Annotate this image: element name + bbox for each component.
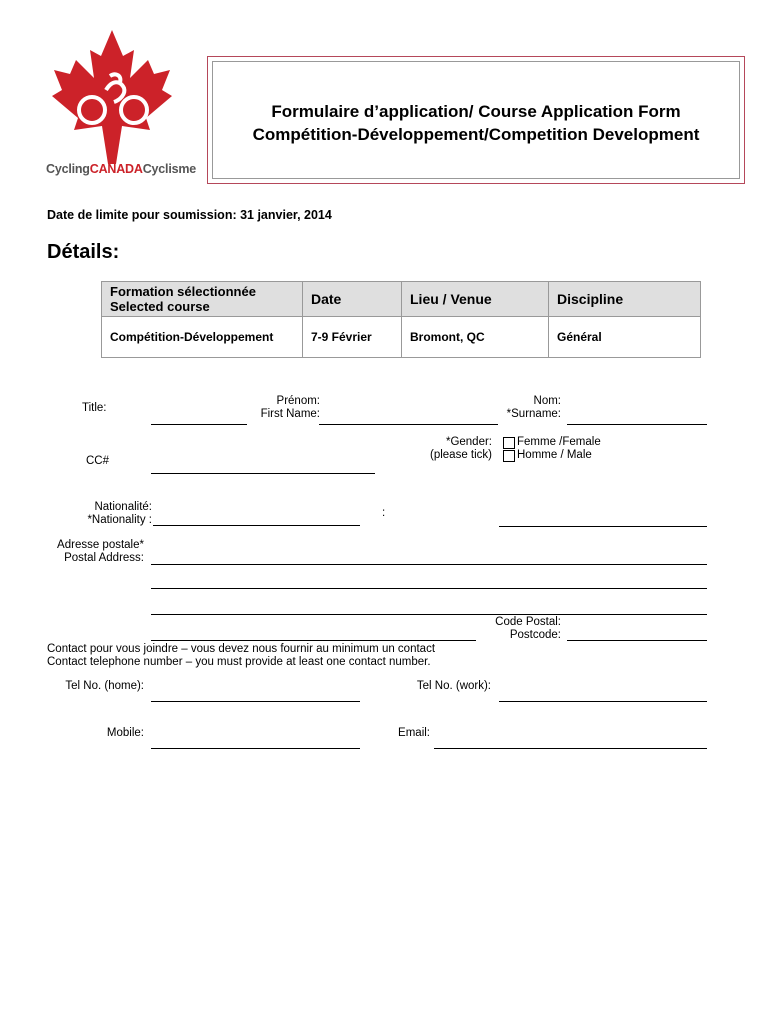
title-frame (207, 56, 745, 184)
form-title-line1: Formulaire d’application/ Course Application Form (271, 102, 681, 121)
cc-field[interactable] (151, 473, 375, 474)
postal-code-label-en: Postcode: (509, 629, 561, 641)
title-label: Title: (82, 402, 107, 414)
mobile-label: Mobile: (106, 727, 144, 739)
tel-work-label: Tel No. (work): (416, 680, 491, 692)
maple-leaf-icon (50, 28, 175, 166)
header-course-fr: Formation sélectionnée (110, 284, 256, 299)
cell-course: Compétition-Développement (102, 317, 303, 358)
postal-code-field[interactable] (567, 640, 707, 641)
cycling-canada-logo (50, 28, 175, 166)
nationality-field[interactable] (153, 525, 360, 526)
cell-venue: Bromont, QC (402, 317, 549, 358)
email-field[interactable] (434, 748, 707, 749)
contact-note-fr: Contact pour vous joindre – vous devez nous fournir au minimum un contact (47, 643, 436, 655)
form-title-line2: Compétition-Développement/Competition Development (252, 125, 700, 144)
header-discipline: Discipline (549, 282, 701, 317)
header-selected-course (102, 282, 303, 317)
nationality-label-en: *Nationality : (87, 514, 152, 526)
cell-discipline: Général (549, 317, 701, 358)
logo-text-cycling: Cycling (46, 162, 90, 176)
header-venue: Lieu / Venue (402, 282, 549, 317)
table-row (102, 317, 701, 358)
surname-label-en: *Surname: (506, 408, 561, 420)
postal-code-label-fr: Code Postal: (495, 616, 561, 628)
unlabeled-colon: : (382, 507, 386, 519)
logo-text-cyclisme: Cyclisme (142, 162, 197, 176)
title-inner-border (212, 61, 740, 179)
unlabeled-field[interactable] (499, 526, 707, 527)
header-date: Date (303, 282, 402, 317)
course-table-header-row (102, 282, 701, 317)
first-name-field[interactable] (319, 424, 498, 425)
tel-home-label: Tel No. (home): (65, 680, 144, 692)
mobile-field[interactable] (151, 748, 360, 749)
course-table (101, 281, 701, 358)
logo-wordmark (46, 162, 196, 176)
gender-male-label: Homme / Male (517, 449, 592, 461)
contact-note-en: Contact telephone number – you must provide at least one contact number. (47, 656, 431, 668)
first-name-label-en: First Name: (260, 408, 320, 420)
address-line-2[interactable] (151, 588, 707, 589)
logo-text-canada: CANADA (89, 162, 143, 176)
tel-work-field[interactable] (499, 701, 707, 702)
details-heading: Détails: (47, 241, 120, 263)
cell-date: 7-9 Février (303, 317, 402, 358)
address-line-3[interactable] (151, 614, 707, 615)
header-course-en: Selected course (110, 299, 210, 314)
surname-field[interactable] (567, 424, 707, 425)
address-line-4[interactable] (151, 640, 476, 641)
gender-hint: (please tick) (430, 449, 492, 461)
title-field[interactable] (151, 424, 247, 425)
email-label: Email: (398, 727, 430, 739)
cc-label: CC# (86, 455, 110, 467)
submission-deadline: Date de limite pour soumission: 31 janvier, 2014 (47, 208, 332, 222)
address-label-fr: Adresse postale* (57, 539, 144, 551)
nationality-label-fr: Nationalité: (94, 501, 152, 513)
gender-label: *Gender: (445, 436, 492, 448)
gender-male-checkbox[interactable] (503, 450, 515, 462)
address-label-en: Postal Address: (64, 552, 144, 564)
gender-female-label: Femme /Female (517, 436, 601, 448)
gender-female-checkbox[interactable] (503, 437, 515, 449)
first-name-label-fr: Prénom: (276, 395, 320, 407)
address-line-1[interactable] (151, 564, 707, 565)
tel-home-field[interactable] (151, 701, 360, 702)
surname-label-fr: Nom: (533, 395, 561, 407)
